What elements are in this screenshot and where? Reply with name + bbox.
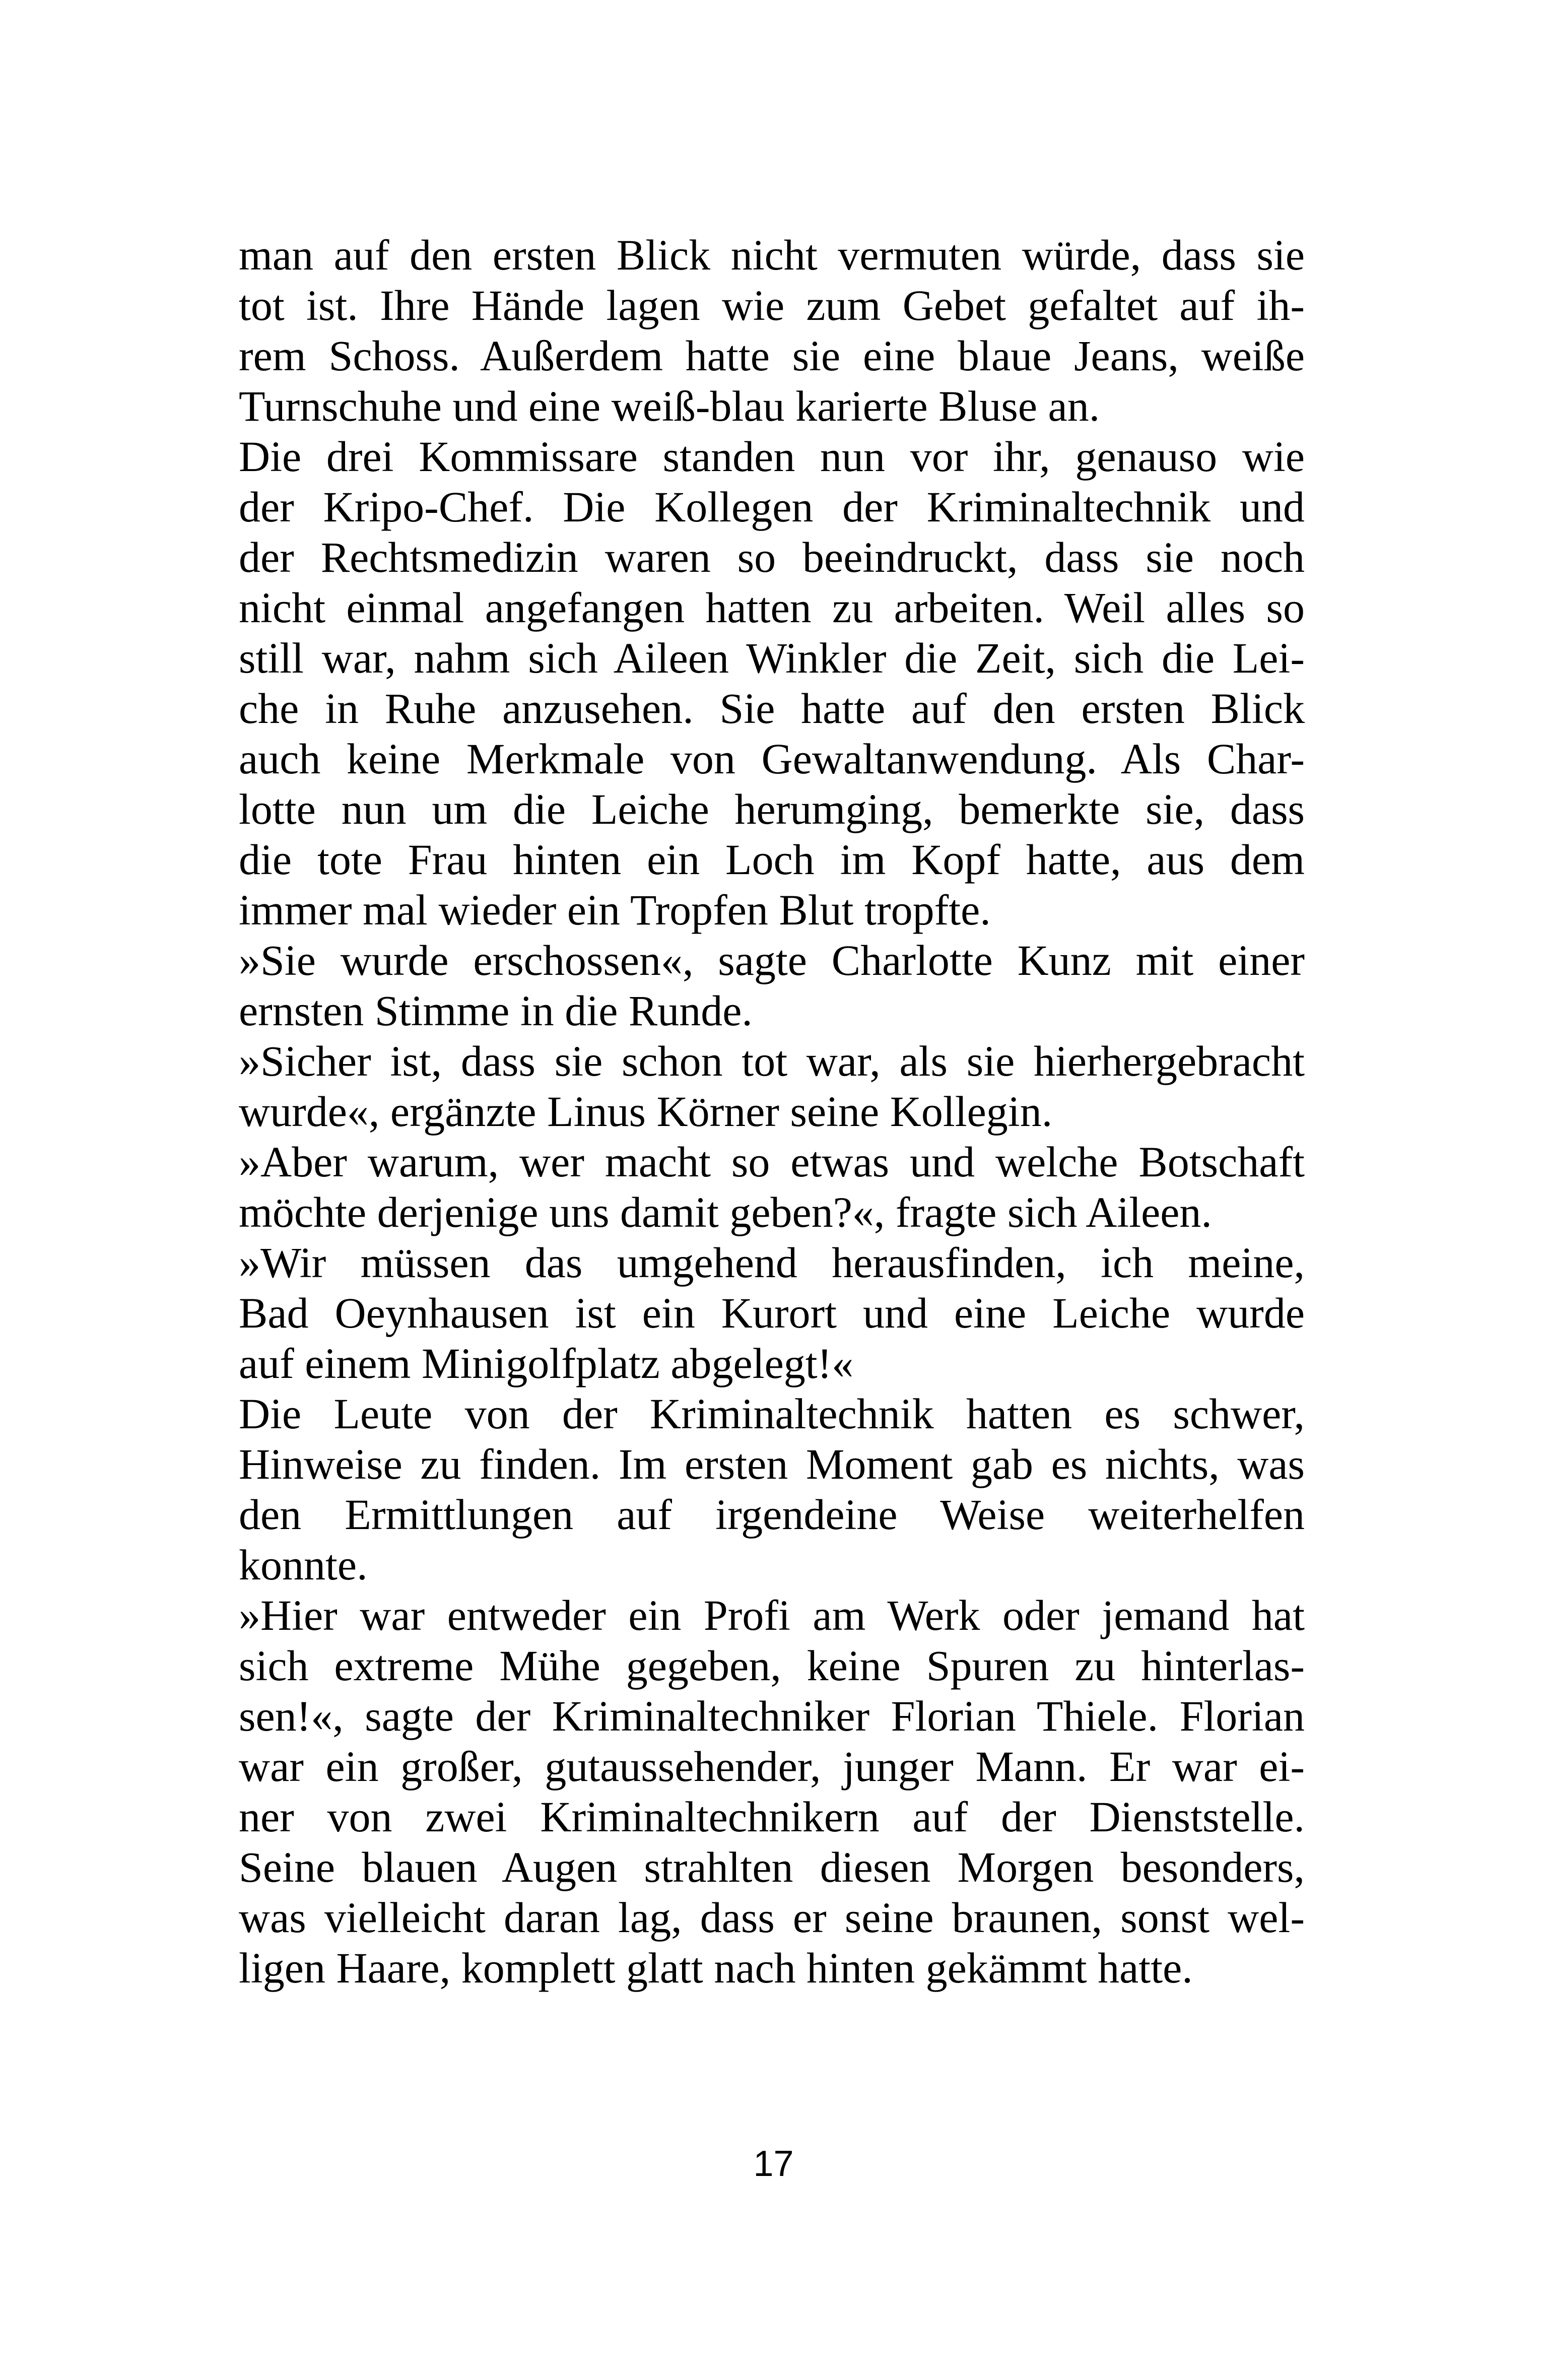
- text-line: was vielleicht daran lag, dass er seine braunen, sonst wel-: [239, 1893, 1305, 1942]
- text-line: tot ist. Ihre Hände lagen wie zum Gebet gefaltet auf ih-: [239, 281, 1305, 329]
- text-line: ner von zwei Kriminaltechnikern auf der Dienststelle.: [239, 1793, 1305, 1841]
- text-line: immer mal wieder ein Tropfen Blut tropfte.: [239, 886, 991, 934]
- text-line: Turnschuhe und eine weiß-blau karierte Bluse an.: [239, 382, 1100, 430]
- text-line: war ein großer, gutaussehender, junger Mann. Er war ei-: [239, 1742, 1305, 1791]
- text-line: Seine blauen Augen strahlten diesen Morgen besonders,: [239, 1843, 1305, 1891]
- text-line: sich extreme Mühe gegeben, keine Spuren zu hinterlas-: [239, 1641, 1305, 1690]
- text-line: sen!«, sagte der Kriminaltechniker Florian Thiele. Florian: [239, 1692, 1305, 1740]
- text-line: auch keine Merkmale von Gewaltanwendung. Als Char-: [239, 735, 1305, 783]
- text-line: wurde«, ergänzte Linus Körner seine Kollegin.: [239, 1087, 1053, 1136]
- text-line: »Aber warum, wer macht so etwas und welche Botschaft: [239, 1138, 1305, 1186]
- text-line: ernsten Stimme in die Runde.: [239, 986, 753, 1035]
- text-line: nicht einmal angefangen hatten zu arbeiten. Weil alles so: [239, 583, 1305, 632]
- text-line: möchte derjenige uns damit geben?«, fragte sich Aileen.: [239, 1188, 1212, 1236]
- text-line: konnte.: [239, 1541, 368, 1589]
- text-line: Hinweise zu finden. Im ersten Moment gab es nichts, was: [239, 1440, 1305, 1488]
- text-line: ligen Haare, komplett glatt nach hinten gekämmt hatte.: [239, 1944, 1193, 1992]
- text-line: »Wir müssen das umgehend herausfinden, ich meine,: [239, 1238, 1305, 1287]
- text-line: lotte nun um die Leiche herumging, bemerkte sie, dass: [239, 785, 1305, 833]
- body-text: [239, 230, 1305, 1993]
- text-line: auf einem Minigolfplatz abgelegt!«: [239, 1339, 854, 1387]
- text-line: che in Ruhe anzusehen. Sie hatte auf den ersten Blick: [239, 684, 1305, 733]
- text-line: der Rechtsmedizin waren so beeindruckt, dass sie noch: [239, 533, 1305, 581]
- text-line: »Sie wurde erschossen«, sagte Charlotte Kunz mit einer: [239, 936, 1305, 984]
- text-line: »Hier war entweder ein Profi am Werk oder jemand hat: [239, 1591, 1305, 1639]
- text-line: still war, nahm sich Aileen Winkler die Zeit, sich die Lei-: [239, 634, 1305, 682]
- page-number: 17: [753, 2144, 794, 2184]
- text-line: die tote Frau hinten ein Loch im Kopf hatte, aus dem: [239, 835, 1305, 884]
- text-line: Die drei Kommissare standen nun vor ihr, genauso wie: [239, 432, 1305, 481]
- text-line: Bad Oeynhausen ist ein Kurort und eine Leiche wurde: [239, 1289, 1305, 1337]
- text-line: »Sicher ist, dass sie schon tot war, als sie hierhergebracht: [239, 1037, 1305, 1085]
- text-line: Die Leute von der Kriminaltechnik hatten es schwer,: [239, 1390, 1305, 1438]
- text-line: den Ermittlungen auf irgendeine Weise weiterhelfen: [239, 1490, 1305, 1539]
- text-line: man auf den ersten Blick nicht vermuten würde, dass sie: [239, 231, 1305, 279]
- text-line: der Kripo-Chef. Die Kollegen der Kriminaltechnik und: [239, 483, 1305, 531]
- text-line: rem Schoss. Außerdem hatte sie eine blaue Jeans, weiße: [239, 332, 1305, 380]
